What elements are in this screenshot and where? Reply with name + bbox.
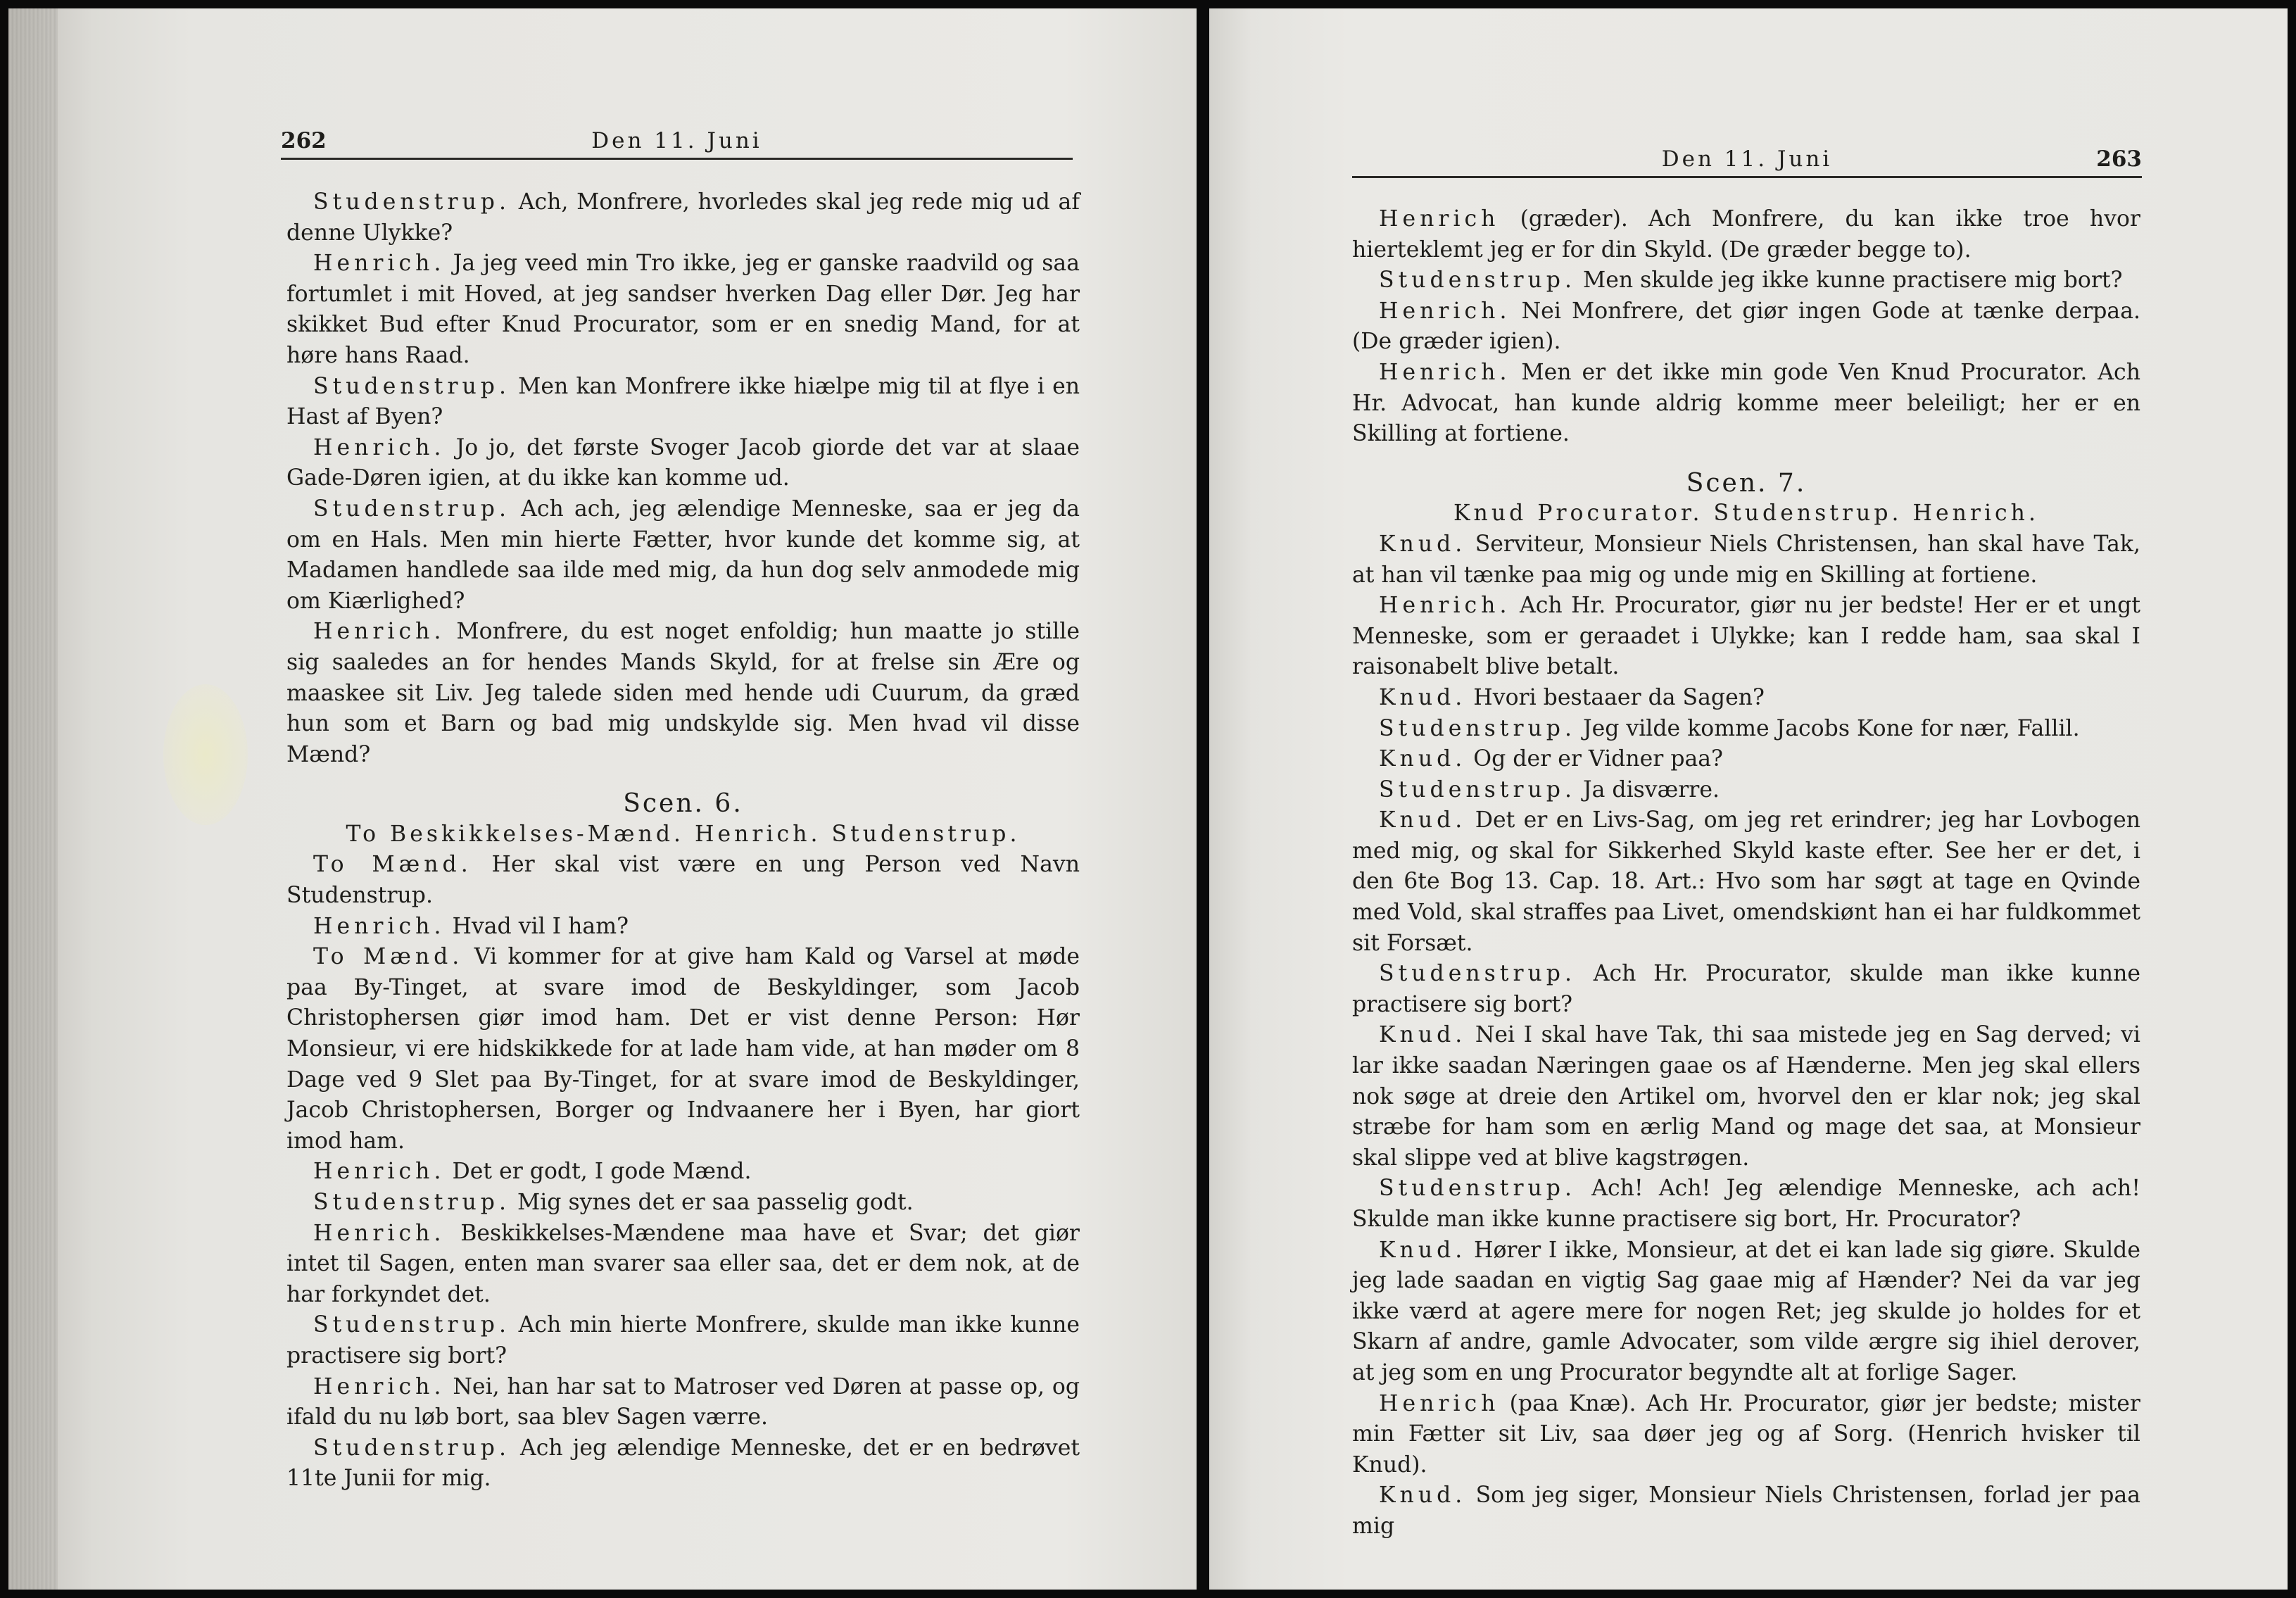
- dialogue-text: Ach! Ach! Jeg ælendige Menneske, ach ach! Skulde man ikke kunne practisere sig bort, Hr. Procurator?: [1352, 1176, 2140, 1232]
- dialogue-paragraph: [286, 617, 1080, 770]
- dialogue-text: Hvad vil I ham?: [445, 913, 629, 939]
- speaker-name: Henrich: [1379, 206, 1500, 232]
- dialogue-text: Mig synes det er saa passelig godt.: [510, 1190, 914, 1215]
- dialogue-paragraph: [286, 187, 1080, 248]
- dialogue-paragraph: [1352, 683, 2140, 714]
- dialogue-paragraph: [286, 372, 1080, 433]
- dialogue-text: Her skal vist være en ung Person ved Navn Studenstrup.: [286, 852, 1080, 909]
- dialogue-paragraph: [286, 1433, 1080, 1495]
- speaker-name: Knud.: [1379, 531, 1467, 557]
- speaker-name: Studenstrup.: [1379, 776, 1576, 803]
- scene-heading: Scen. 6.: [623, 789, 743, 819]
- dialogue-text: Jeg vilde komme Jacobs Kone for nær, Fallil.: [1575, 715, 2080, 741]
- speaker-name: Henrich.: [313, 1373, 446, 1399]
- dialogue-text: Ja jeg veed min Tro ikke, jeg er ganske raadvild og saa fortumlet i mit Hoved, at jeg sandser hverken Dag eller Dør. Jeg har skikket Bud efter Knud Procurator, som er en snedig Mand, for at høre hans Raad.: [286, 251, 1080, 368]
- speaker-name: Henrich.: [313, 1159, 446, 1185]
- speaker-name: Knud.: [1379, 1483, 1467, 1509]
- speaker-name: Knud.: [1379, 746, 1467, 772]
- speaker-name: Henrich.: [1379, 298, 1511, 324]
- running-title: Den 11. Juni: [591, 128, 762, 153]
- running-title: Den 11. Juni: [1661, 146, 1833, 172]
- dialogue-paragraph: [1352, 358, 2140, 450]
- left-page-header: [281, 128, 1073, 170]
- dialogue-text: Og der er Vidner paa?: [1466, 746, 1723, 772]
- dialogue-text: Ach jeg ælendige Menneske, det er en bedrøvet 11te Junii for mig.: [286, 1435, 1080, 1492]
- speaker-name: Henrich.: [313, 1220, 446, 1246]
- speaker-name: Knud.: [1379, 1237, 1467, 1263]
- dialogue-text: Ach ach, jeg ælendige Menneske, saa er jeg da om en Hals. Men min hierte Fætter, hvor kunde det komme sig, at Madamen handlede saa ilde med mig, da hun dog selv anmodede mig om Kiærlighed?: [286, 496, 1080, 614]
- dialogue-paragraph: [1352, 1480, 2140, 1542]
- speaker-name: Studenstrup.: [313, 1312, 510, 1338]
- speaker-name: Henrich.: [1379, 359, 1511, 385]
- page-number: 263: [2096, 146, 2142, 172]
- speaker-name: Henrich.: [313, 434, 446, 460]
- speaker-name: Studenstrup.: [313, 373, 510, 399]
- dialogue-paragraph: [286, 1372, 1080, 1433]
- speaker-name: Knud.: [1379, 807, 1467, 833]
- dialogue-text: Som jeg siger, Monsieur Niels Christensen, forlad jer paa mig: [1352, 1483, 2140, 1539]
- dialogue-paragraph: [286, 1188, 1080, 1219]
- dialogue-paragraph: [286, 248, 1080, 371]
- paper-stain: [163, 684, 248, 825]
- speaker-name: Henrich: [1379, 1390, 1500, 1416]
- dialogue-paragraph: [286, 1219, 1080, 1311]
- dialogue-paragraph: [1352, 714, 2140, 745]
- dialogue-text: Vi kommer for at give ham Kald og Varsel at møde paa By-Tinget, at svare imod de Beskyldinger, som Jacob Christophersen giør imod ham. Det er vist denne Person: Hør Monsieur, vi ere hidskikkede for at lade ham vide, at han møder om 8 Dage ved 9 Slet paa By-Tinget, for at svare imod de Beskyldinger, Jacob Christophersen, Borger og Indvaanere her i Byen, har giort imod ham.: [286, 944, 1080, 1154]
- speaker-name: Studenstrup.: [1379, 961, 1576, 987]
- page-edge-shadow: [8, 8, 58, 1590]
- dialogue-paragraph: [1352, 265, 2140, 296]
- dialogue-text: Det er godt, I gode Mænd.: [445, 1159, 752, 1185]
- dialogue-paragraph: [1352, 744, 2140, 775]
- dialogue-paragraph: [1352, 1389, 2140, 1481]
- cast-list: To Beskikkelses-Mænd. Henrich. Studenstrup.: [346, 821, 1021, 847]
- dialogue-paragraph: [1352, 1174, 2140, 1235]
- dialogue-paragraph: [1352, 1235, 2140, 1389]
- dialogue-text: Monfrere, du est noget enfoldig; hun maatte jo stille sig saaledes an for hendes Mands Skyld, for at frelse sin Ære og maaskee sit Liv. Jeg talede siden med hende udi Cuurum, da græd hun som et Barn og bad mig undskylde sig. Men hvad vil disse Mænd?: [286, 619, 1080, 767]
- dialogue-paragraph: [286, 433, 1080, 494]
- dialogue-paragraph: [286, 942, 1080, 1157]
- dialogue-text: Nei, han har sat to Matroser ved Døren at passe op, og ifald du nu løb bort, saa blev Sagen værre.: [286, 1373, 1080, 1430]
- dialogue-text: Ja disværre.: [1575, 776, 1720, 803]
- speaker-name: Studenstrup.: [1379, 715, 1576, 741]
- dialogue-paragraph: [286, 850, 1080, 911]
- page-number: 262: [281, 128, 327, 153]
- right-page-body: [1352, 204, 2140, 1542]
- dialogue-text: Men skulde jeg ikke kunne practisere mig bort?: [1575, 268, 2123, 294]
- header-rule: [1352, 176, 2142, 178]
- dialogue-paragraph: [286, 1157, 1080, 1188]
- dialogue-text: Ach Hr. Procurator, skulde man ikke kunne practisere sig bort?: [1352, 961, 2140, 1017]
- dialogue-text: Men kan Monfrere ikke hiælpe mig til at flye i en Hast af Byen?: [286, 373, 1080, 430]
- speaker-name: To Mænd.: [313, 944, 464, 970]
- dialogue-paragraph: [1352, 296, 2140, 358]
- dialogue-text: Nei I skal have Tak, thi saa mistede jeg en Sag derved; vi lar ikke saadan Næringen gaae os af Hænderne. Men jeg skal ellers nok søge at dreie den Artikel om, hvorvel den er klar nok; jeg skal stræbe for ham som en ærlig Mand og mage det saa, at Monsieur skal slippe ved at blive kagstrøgen.: [1352, 1022, 2140, 1171]
- speaker-name: Knud.: [1379, 684, 1467, 710]
- dialogue-paragraph: [286, 1310, 1080, 1371]
- dialogue-paragraph: [286, 912, 1080, 943]
- speaker-name: Studenstrup.: [1379, 1176, 1576, 1202]
- dialogue-text: Hvori bestaaer da Sagen?: [1466, 684, 1765, 710]
- dialogue-text: Ach min hierte Monfrere, skulde man ikke kunne practisere sig bort?: [286, 1312, 1080, 1369]
- dialogue-text: Hører I ikke, Monsieur, at det ei kan lade sig giøre. Skulde jeg lade saadan en vigtig Sag gaae mig af Hænder? Nei da var jeg ikke værd at agere mere for nogen Ret; jeg skulde jo holdes for et Skarn af andre, gamle Advocater, som vilde ærgre sig ihiel derover, at jeg som en ung Procurator begyndte alt at forlige Sager.: [1352, 1237, 2140, 1385]
- speaker-name: Studenstrup.: [313, 189, 510, 215]
- dialogue-text: Serviteur, Monsieur Niels Christensen, han skal have Tak, at han vil tænke paa mig og unde mig en Skilling at fortiene.: [1352, 531, 2140, 588]
- speaker-name: Henrich.: [313, 619, 446, 645]
- dialogue-text: Beskikkelses-Mændene maa have et Svar; det giør intet til Sagen, enten man svarer saa eller saa, det er dem nok, at de har forkyndet det.: [286, 1220, 1080, 1307]
- dialogue-text: Ach, Monfrere, hvorledes skal jeg rede mig ud af denne Ulykke?: [286, 189, 1080, 246]
- left-page-body: [286, 187, 1080, 1495]
- dialogue-text: Nei Monfrere, det giør ingen Gode at tænke derpaa. (De græder igien).: [1352, 298, 2140, 355]
- dialogue-paragraph: [1352, 959, 2140, 1020]
- speaker-name: Henrich.: [313, 251, 446, 277]
- scene-heading: Scen. 7.: [1686, 468, 1807, 498]
- speaker-name: Henrich.: [313, 913, 446, 939]
- speaker-name: Studenstrup.: [313, 496, 510, 522]
- speaker-name: Knud.: [1379, 1022, 1467, 1048]
- dialogue-text: Men er det ikke min gode Ven Knud Procurator. Ach Hr. Advocat, han kunde aldrig komme meer beleiligt; her er en Skilling at fortiene.: [1352, 359, 2140, 447]
- cast-list: Knud Procurator. Studenstrup. Henrich.: [1453, 501, 2039, 527]
- right-page-header: [1352, 146, 2142, 189]
- speaker-name: To Mænd.: [313, 852, 472, 878]
- right-page: [1209, 8, 2288, 1590]
- speaker-name: Studenstrup.: [313, 1190, 510, 1215]
- speaker-name: Henrich.: [1379, 593, 1511, 619]
- dialogue-paragraph: [286, 494, 1080, 617]
- dialogue-text: (græder). Ach Monfrere, du kan ikke troe hvor hierteklemt jeg er for din Skyld. (De græder begge to).: [1352, 206, 2140, 263]
- dialogue-paragraph: [1352, 591, 2140, 683]
- dialogue-text: (paa Knæ). Ach Hr. Procurator, giør jer bedste; mister min Fætter sit Liv, saa døer jeg og af Sorg. (Henrich hvisker til Knud).: [1352, 1390, 2140, 1478]
- dialogue-paragraph: [1352, 775, 2140, 806]
- dialogue-paragraph: [1352, 805, 2140, 959]
- left-page: [8, 8, 1197, 1590]
- dialogue-text: Det er en Livs-Sag, om jeg ret erindrer; jeg har Lovbogen med mig, og skal for Sikkerhed Skyld kaste efter. See her er det, i den 6te Bog 13. Cap. 18. Art.: Hvo som har søgt at tage en Qvinde med Vold, skal straffes paa Livet, omendskiønt han ei har fuldkommet sit Forsæt.: [1352, 807, 2140, 956]
- speaker-name: Studenstrup.: [313, 1435, 510, 1461]
- dialogue-text: Ach Hr. Procurator, giør nu jer bedste! Her er et ungt Menneske, som er geraadet i Ulykke; kan I redde ham, saa skal I raisonabelt blive betalt.: [1352, 593, 2140, 680]
- header-rule: [281, 158, 1073, 160]
- dialogue-paragraph: [1352, 529, 2140, 591]
- speaker-name: Studenstrup.: [1379, 268, 1576, 294]
- dialogue-paragraph: [1352, 204, 2140, 265]
- dialogue-paragraph: [1352, 1020, 2140, 1174]
- dialogue-text: Jo jo, det første Svoger Jacob giorde det var at slaae Gade-Døren igien, at du ikke kan komme ud.: [286, 434, 1080, 491]
